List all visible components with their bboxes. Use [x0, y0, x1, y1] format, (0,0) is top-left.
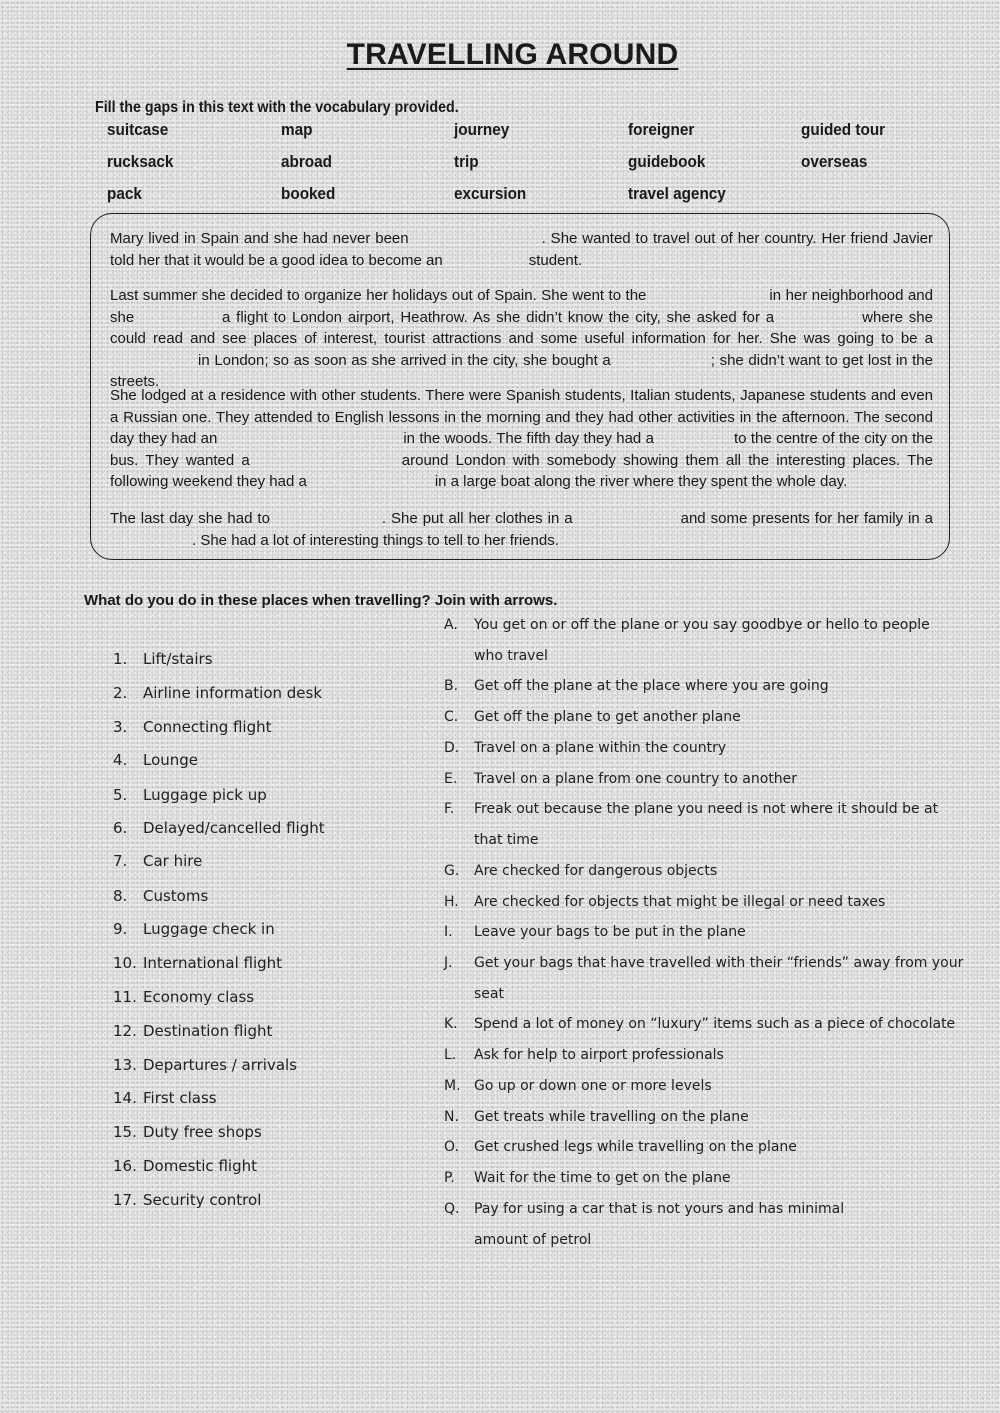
action-item[interactable]: J. Get your bags that have travelled with their “friends” away from your [444, 955, 964, 971]
vocab-word: foreigner [628, 120, 695, 139]
place-item[interactable]: 2. Airline information desk [113, 684, 323, 702]
place-item[interactable]: 15. Duty free shops [113, 1123, 262, 1141]
place-item[interactable]: 5. Luggage pick up [113, 786, 267, 804]
action-item-continued: seat [474, 986, 504, 1002]
action-item[interactable]: L. Ask for help to airport professionals [444, 1047, 724, 1063]
action-item-continued: who travel [474, 648, 548, 664]
vocab-word: guided tour [801, 120, 886, 139]
vocab-word: pack [107, 184, 142, 203]
action-item-continued: amount of petrol [474, 1232, 592, 1248]
place-item[interactable]: 17. Security control [113, 1191, 262, 1209]
paragraph-4: The last day she had to . She put all her clothes in a and some presents for her family in a. She had a lot of interesting things to tell to her friends. [110, 510, 933, 549]
vocab-word: journey [454, 120, 510, 139]
action-item[interactable]: F. Freak out because the plane you need is not where it should be at [444, 801, 939, 817]
action-item-continued: that time [474, 832, 539, 848]
action-item[interactable]: E. Travel on a plane from one country to another [444, 771, 798, 787]
place-item[interactable]: 12. Destination flight [113, 1022, 273, 1040]
vocab-word: trip [454, 152, 479, 171]
action-item[interactable]: O. Get crushed legs while travelling on the plane [444, 1139, 797, 1155]
vocab-word: abroad [281, 152, 333, 171]
action-item[interactable]: D. Travel on a plane within the country [444, 740, 727, 756]
place-item[interactable]: 6. Delayed/cancelled flight [113, 819, 325, 837]
place-item[interactable]: 3. Connecting flight [113, 718, 272, 736]
place-item[interactable]: 1. Lift/stairs [113, 650, 213, 668]
action-item[interactable]: P. Wait for the time to get on the plane [444, 1170, 731, 1186]
place-item[interactable]: 16. Domestic flight [113, 1157, 257, 1175]
vocab-word: guidebook [628, 152, 706, 171]
action-item[interactable]: G. Are checked for dangerous objects [444, 863, 718, 879]
action-item[interactable]: C. Get off the plane to get another plane [444, 709, 741, 725]
vocab-word: travel agency [628, 184, 726, 203]
action-item[interactable]: I. Leave your bags to be put in the plane [444, 924, 746, 940]
vocab-word: rucksack [107, 152, 174, 171]
paragraph-1: Mary lived in Spain and she had never been . She wanted to travel out of her country. Her friend Javier told her that it would be a good idea to become an student. [110, 230, 933, 269]
action-item[interactable]: H. Are checked for objects that might be illegal or need taxes [444, 894, 886, 910]
place-item[interactable]: 9. Luggage check in [113, 920, 275, 938]
vocab-word: suitcase [107, 120, 169, 139]
place-item[interactable]: 8. Customs [113, 887, 209, 905]
place-item[interactable]: 11. Economy class [113, 988, 255, 1006]
section2-instruction: What do you do in these places when travelling? Join with arrows. [84, 592, 558, 609]
paragraph-2: Last summer she decided to organize her holidays out of Spain. She went to the in her neighborhood and she a flight to London airport, Heathrow. As she didn’t know the city, she asked for a where she could read and see places of interest, tourist attractions and some useful information for her. She was going to be ain London; so as soon as she arrived in the city, she bought a ; she didn’t want to get lost in the streets. [110, 287, 933, 390]
vocab-word: overseas [801, 152, 868, 171]
page-title: TRAVELLING AROUND [346, 38, 679, 71]
place-item[interactable]: 14. First class [113, 1089, 217, 1107]
action-item[interactable]: M. Go up or down one or more levels [444, 1078, 712, 1094]
place-item[interactable]: 10. International flight [113, 954, 283, 972]
action-item[interactable]: K. Spend a lot of money on “luxury” items such as a piece of chocolate [444, 1016, 956, 1032]
place-item[interactable]: 4. Lounge [113, 751, 199, 769]
vocab-word: booked [281, 184, 336, 203]
section1-instruction: Fill the gaps in this text with the vocabulary provided. [95, 99, 459, 116]
vocab-word: excursion [454, 184, 527, 203]
action-item[interactable]: B. Get off the plane at the place where you are going [444, 678, 829, 694]
paragraph-3: She lodged at a residence with other students. There were Spanish students, Italian students, Japanese students and even a Russian one. They attended to English lessons in the morning and they had other activities in the afternoon. The second day they had an in the woods. The fifth day they had a to the centre of the city on the bus. They wanted a around London with somebody showing them all the interesting places. The following weekend they had a in a large boat along the river where they spent the whole day. [110, 387, 933, 490]
place-item[interactable]: 7. Car hire [113, 852, 203, 870]
action-item[interactable]: Q. Pay for using a car that is not yours and has minimal [444, 1201, 845, 1217]
action-item[interactable]: A. You get on or off the plane or you say goodbye or hello to people [444, 617, 930, 633]
action-item[interactable]: N. Get treats while travelling on the plane [444, 1109, 749, 1125]
vocab-word: map [281, 120, 313, 139]
place-item[interactable]: 13. Departures / arrivals [113, 1056, 297, 1074]
